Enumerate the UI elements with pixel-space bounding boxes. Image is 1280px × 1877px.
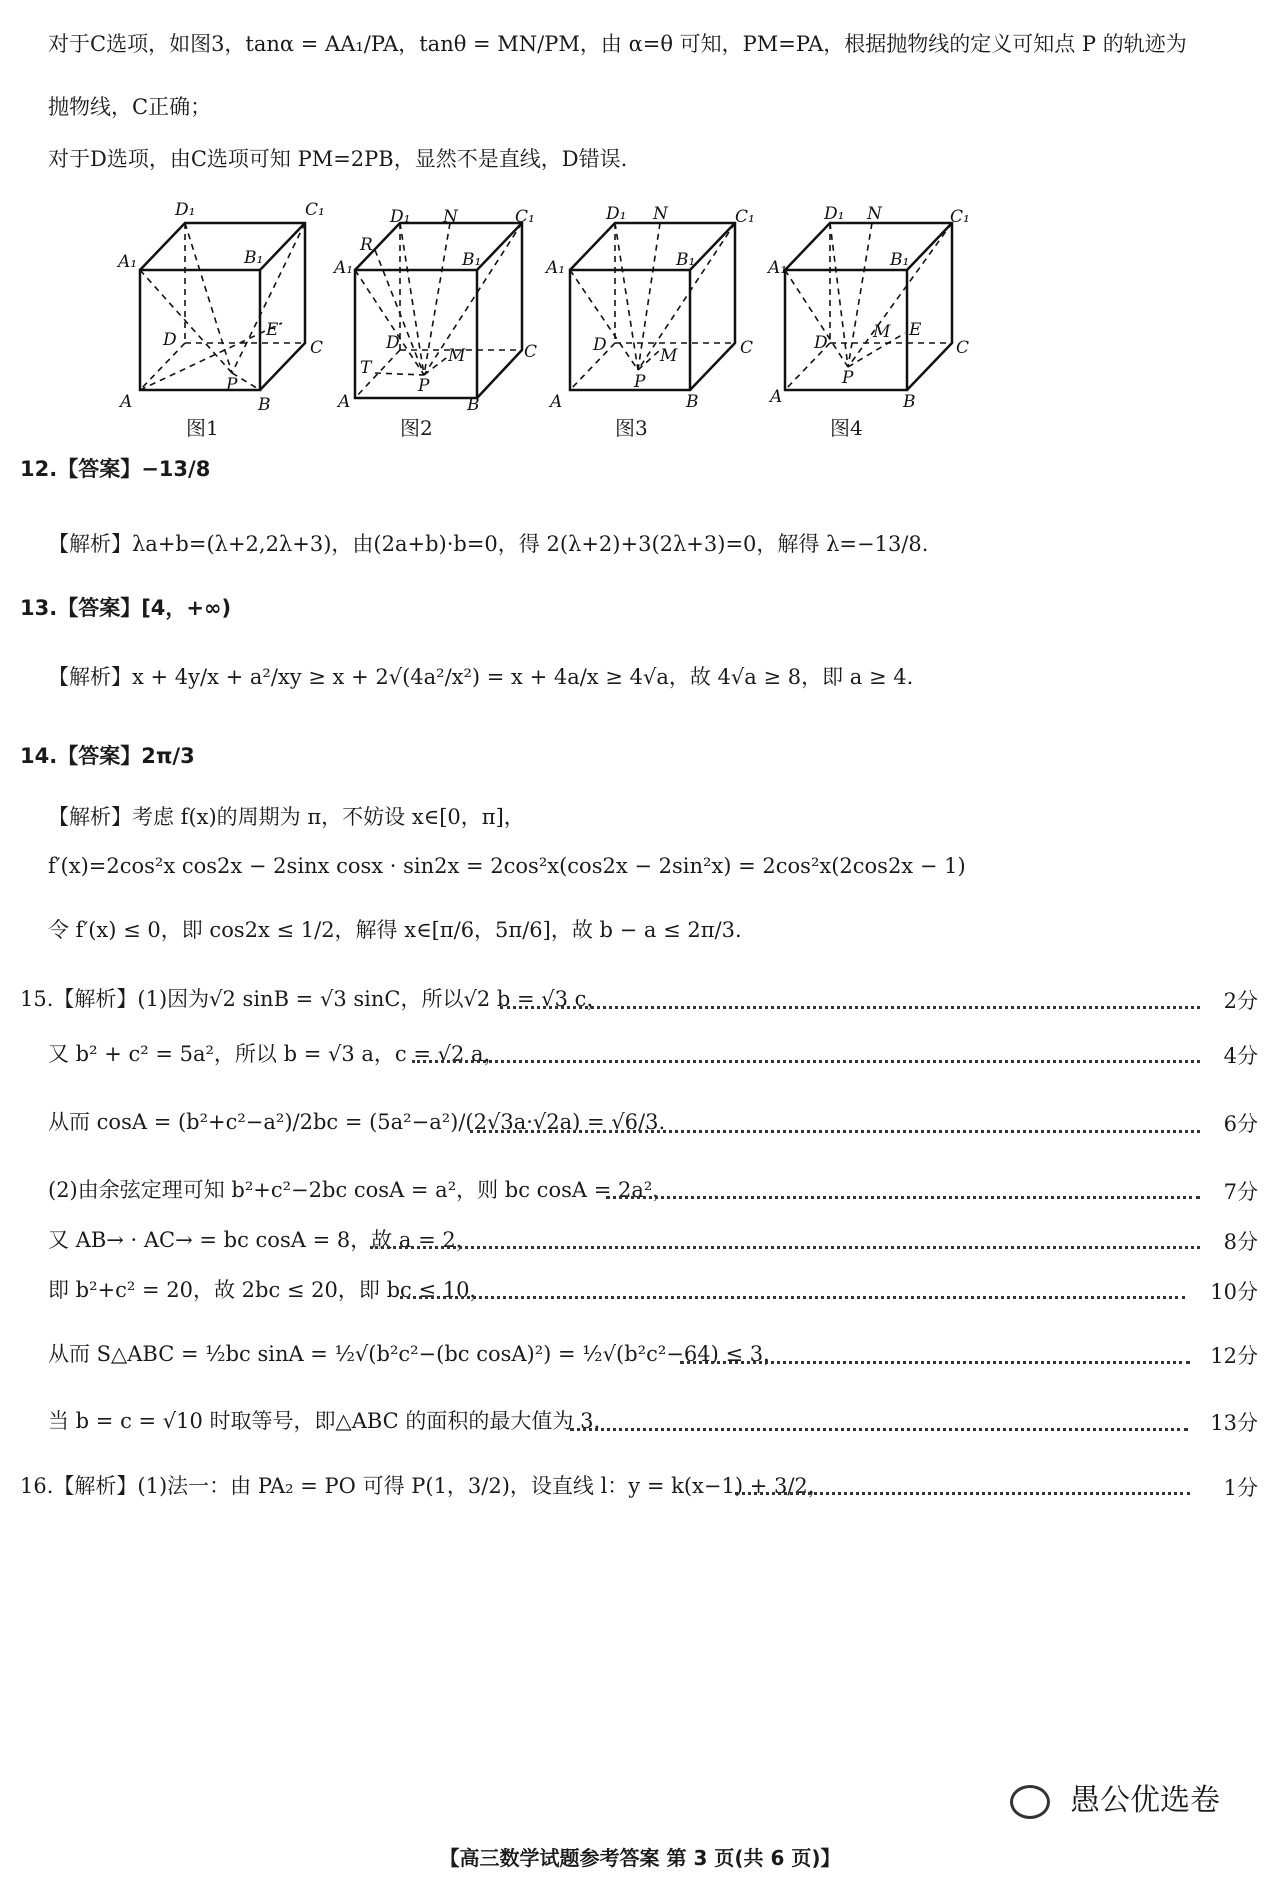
label-c: C (740, 338, 754, 358)
score-8: 8分 (1223, 1230, 1258, 1254)
q15-line-1: 15.【解析】(1)因为√2 sinB = √3 sinC，所以√2 b = √3 c， (20, 987, 608, 1011)
score-4: 4分 (1223, 1044, 1258, 1068)
label-d1: D₁ (175, 200, 196, 220)
watermark-text: 愚公优选卷 (1070, 1783, 1220, 1818)
q14-solution-3: 令 f′(x) ≤ 0，即 cos2x ≤ 1/2，解得 x∈[π/6，5π/6]，故 b − a ≤ 2π/3. (48, 918, 742, 942)
q14-answer: 14.【答案】2π/3 (20, 744, 195, 768)
label-p: P (842, 368, 854, 388)
label-d: D (386, 333, 400, 353)
q15-line-3: 从而 cosA = (b²+c²−a²)/2bc = (5a²−a²)/(2√3a·√2a) = √6/3. (48, 1110, 666, 1134)
figure-caption-4: 图4 (830, 416, 863, 440)
q14-solution-1: 【解析】考虑 f(x)的周期为 π，不妨设 x∈[0，π]， (48, 805, 525, 829)
label-c1: C₁ (515, 207, 535, 227)
label-b1: B₁ (890, 250, 910, 270)
label-a: A (770, 387, 783, 407)
label-a: A (120, 392, 133, 412)
wechat-icon (1010, 1785, 1050, 1819)
q13-answer: 13.【答案】[4，+∞) (20, 596, 232, 620)
c-option-line: 对于C选项，如图3，tanα = AA₁/PA，tanθ = MN/PM，由 α=θ 可知，PM=PA，根据抛物线的定义可知点 P 的轨迹为 (48, 32, 1187, 56)
figure-caption-2: 图2 (400, 416, 433, 440)
label-m: M (660, 346, 678, 366)
label-e: E (909, 320, 922, 340)
label-p: P (418, 376, 430, 396)
label-b: B (467, 395, 480, 415)
q12-answer: 12.【答案】−13/8 (20, 457, 211, 481)
label-c1: C₁ (305, 200, 325, 220)
label-c1: C₁ (950, 207, 970, 227)
label-b: B (903, 392, 916, 412)
label-d: D (593, 335, 607, 355)
q13-solution: 【解析】x + 4y/x + a²/xy ≥ x + 2√(4a²/x²) = x + 4a/x ≥ 4√a，故 4√a ≥ 8，即 a ≥ 4. (48, 665, 914, 689)
figure-caption-3: 图3 (615, 416, 648, 440)
q15-line-5: 又 AB→ · AC→ = bc cosA = 8，故 a = 2， (48, 1228, 477, 1252)
label-n: N (867, 204, 882, 224)
watermark (1010, 1775, 1220, 1819)
label-d: D (163, 330, 177, 350)
label-a1: A₁ (768, 258, 788, 278)
c-option-line-2: 抛物线，C正确； (48, 95, 212, 119)
label-d1: D₁ (390, 207, 411, 227)
page-footer: 【高三数学试题参考答案 第 3 页(共 6 页)】 (439, 1846, 841, 1870)
label-c: C (956, 338, 970, 358)
label-r: R (360, 235, 373, 255)
figure-3 (570, 223, 735, 390)
label-a1: A₁ (546, 258, 566, 278)
score-13: 13分 (1210, 1411, 1258, 1435)
q12-solution: 【解析】λa+b=(λ+2,2λ+3)，由(2a+b)·b=0，得 2(λ+2)+3(2λ+3)=0，解得 λ=−13/8. (48, 532, 929, 556)
label-c: C (524, 342, 538, 362)
d-option-line: 对于D选项，由C选项可知 PM=2PB，显然不是直线，D错误. (48, 147, 628, 171)
label-m: M (873, 322, 891, 342)
score-12: 12分 (1210, 1344, 1258, 1368)
label-a1: A₁ (334, 258, 354, 278)
label-n: N (443, 207, 458, 227)
label-b: B (258, 395, 271, 415)
label-d1: D₁ (824, 204, 845, 224)
label-p: P (226, 375, 238, 395)
label-n: N (653, 204, 668, 224)
score-6: 6分 (1223, 1112, 1258, 1136)
label-m: M (448, 346, 466, 366)
label-d1: D₁ (606, 204, 627, 224)
label-a: A (550, 392, 563, 412)
q14-solution-2: f′(x)=2cos²x cos2x − 2sinx cosx · sin2x = 2cos²x(cos2x − 2sin²x) = 2cos²x(2cos2x − 1) (48, 854, 966, 878)
score-2: 2分 (1223, 989, 1258, 1013)
label-c: C (310, 338, 324, 358)
q15-line-8: 当 b = c = √10 时取等号，即△ABC 的面积的最大值为 3. (48, 1409, 601, 1433)
label-b1: B₁ (676, 250, 696, 270)
cube-figures (0, 195, 1280, 435)
label-e: E (266, 320, 279, 340)
label-c1: C₁ (735, 207, 755, 227)
q15-line-4: (2)由余弦定理可知 b²+c²−2bc cosA = a²，则 bc cosA = 2a²， (48, 1178, 674, 1202)
score-10: 10分 (1210, 1280, 1258, 1304)
score-1: 1分 (1223, 1476, 1258, 1500)
label-b1: B₁ (244, 248, 264, 268)
score-7: 7分 (1223, 1180, 1258, 1204)
q15-line-7: 从而 S△ABC = ½bc sinA = ½√(b²c²−(bc cosA)²) = ½√(b²c²−64) ≤ 3， (48, 1342, 785, 1366)
q15-line-6: 即 b²+c² = 20，故 2bc ≤ 20，即 bc ≤ 10， (48, 1278, 491, 1302)
label-p: P (634, 372, 646, 392)
figure-2 (355, 223, 522, 398)
label-t: T (360, 358, 372, 378)
q15-line-2: 又 b² + c² = 5a²，所以 b = √3 a，c = √2 a， (48, 1042, 505, 1066)
label-b: B (686, 392, 699, 412)
figure-1 (140, 223, 305, 390)
q16-line-1: 16.【解析】(1)法一：由 PA₂ = PO 可得 P(1，3/2)，设直线 l：y = k(x−1) + 3/2， (20, 1474, 829, 1498)
figure-4 (785, 223, 952, 390)
label-a1: A₁ (118, 252, 138, 272)
label-d: D (814, 333, 828, 353)
label-a: A (338, 392, 351, 412)
figure-caption-1: 图1 (186, 416, 219, 440)
label-b1: B₁ (462, 250, 482, 270)
